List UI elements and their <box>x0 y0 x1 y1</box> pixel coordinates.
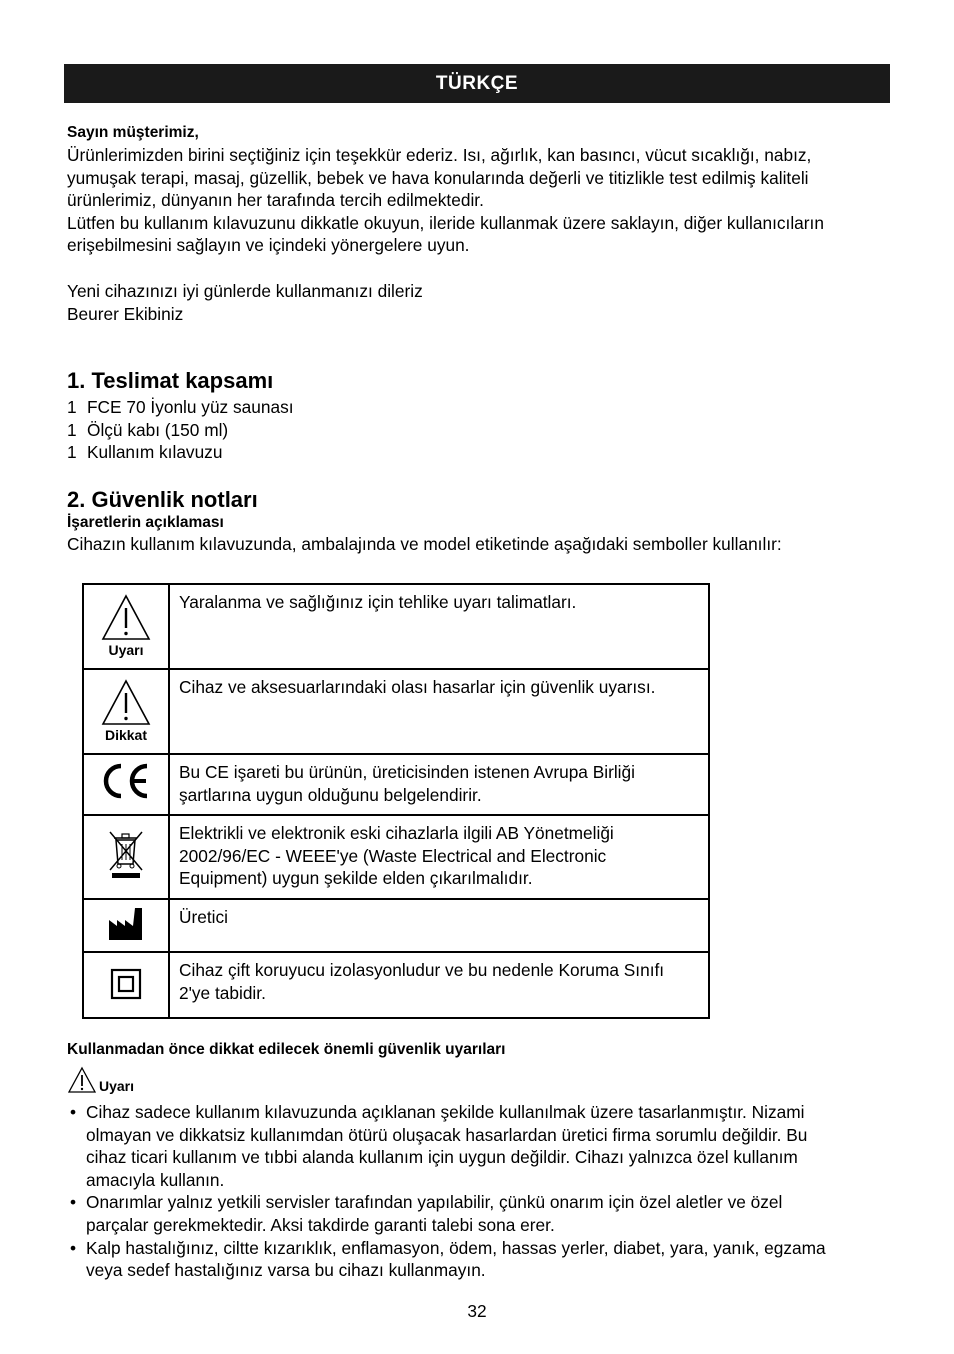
table-row <box>83 669 709 754</box>
symbol-description: Elektrikli ve elektronik eski cihazlarla ilgili AB Yönetmeliği 2002/96/EC - WEEE'ye (Waste Electrical and Electronic Equipment) uygun şekilde elden çıkarılmalıdır. <box>169 815 709 899</box>
signature-text: Beurer Ekibiniz <box>67 303 184 324</box>
manufacturer-icon <box>107 906 145 942</box>
warning-label: Uyarı <box>99 1078 135 1094</box>
list-item: • Cihaz sadece kullanım kılavuzunda açıklanan şekilde kullanılmak üzere tasarlanmıştır. Nizami olmayan ve dikkatsiz kullanımdan ötürü oluşacak hasarlardan üretici firma sorumlu değildir. Bu cihaz ticari kullanım ve tıbbi alanda kullanım için uygun değildir. Cihazı yalnızca özel kullanım amacıyla kullanın. <box>70 1102 808 1190</box>
warning-triangle-icon <box>101 593 151 641</box>
closing-text: Yeni cihazınızı iyi günlerde kullanmanızı dileriz <box>67 281 423 301</box>
list-item: 1 Kullanım kılavuzu <box>67 442 223 463</box>
bullet-marker: • <box>70 1192 77 1213</box>
symbol-label: Uyarı <box>108 642 144 658</box>
language-title: TÜRKÇE <box>435 72 519 94</box>
bullet-marker: • <box>70 1102 77 1122</box>
intro-section <box>67 122 887 257</box>
symbol-description: Bu CE işareti bu ürünün, üreticisinden istenen Avrupa Birliği şartlarına uygun olduğunu belgelendirir. <box>169 754 709 815</box>
intro-line: yumuşak terapi, masaj, güzellik, bebek ve hava konularında değerli ve titizlikle test edilmiş kaliteli <box>67 167 809 188</box>
symbol-cell <box>83 899 169 952</box>
symbols-table <box>82 583 710 1019</box>
symbol-cell <box>83 815 169 899</box>
ce-mark-icon <box>101 762 151 800</box>
important-notes-title: Kullanmadan önce dikkat edilecek önemli güvenlik uyarıları <box>67 1041 506 1058</box>
warning-heading <box>67 1066 887 1094</box>
symbol-description: Üretici <box>169 899 709 952</box>
bullet-marker: • <box>70 1237 77 1258</box>
table-row <box>83 899 709 952</box>
language-header <box>64 64 890 103</box>
page-number: 32 <box>467 1301 487 1321</box>
symbols-subtitle: İşaretlerin açıklaması <box>67 514 224 531</box>
table-row <box>83 754 709 815</box>
symbol-cell <box>83 754 169 815</box>
symbols-intro: Cihazın kullanım kılavuzunda, ambalajında ve model etiketinde aşağıdaki semboller kullanılır: <box>67 534 782 554</box>
intro-line: ürünlerimiz, dünyanın her tarafında tercih edilmektedir. <box>67 190 484 211</box>
intro-line: erişebilmesini sağlayın ve içindeki yönergelere uyun. <box>67 235 470 256</box>
list-item: • Kalp hastalığınız, ciltte kızarıklık, enflamasyon, ödem, hassas yerler, diabet, yara, yanık, egzama veya sedef hastalığınız varsa bu cihazı kullanmayın. <box>70 1237 826 1281</box>
symbol-description: Cihaz ve aksesuarlarındaki olası hasarlar için güvenlik uyarısı. <box>169 669 709 754</box>
delivery-list <box>67 396 887 464</box>
table-row <box>83 584 709 669</box>
intro-line: Lütfen bu kullanım kılavuzunu dikkatle okuyun, ileride kullanmak üzere saklayın, diğer kullanıcıların <box>67 212 824 233</box>
weee-bin-icon <box>106 828 146 880</box>
symbol-cell <box>83 952 169 1018</box>
caution-triangle-icon <box>101 678 151 726</box>
table-row <box>83 815 709 899</box>
symbol-description: Cihaz çift koruyucu izolasyonludur ve bu nedenle Koruma Sınıfı 2'ye tabidir. <box>169 952 709 1018</box>
warning-triangle-icon <box>67 1066 97 1094</box>
greeting: Sayın müşterimiz, <box>67 124 199 141</box>
list-item: • Onarımlar yalnız yetkili servisler tarafından yapılabilir, çünkü onarım için özel aletler ve özel parçalar gerekmektedir. Aksi takdirde garanti talebi sona erer. <box>70 1192 783 1235</box>
symbol-label: Dikkat <box>104 727 148 743</box>
delivery-section <box>67 368 887 464</box>
important-notes-section <box>67 1039 887 1062</box>
intro-line: Ürünlerimizden birini seçtiğiniz için teşekkür ederiz. Isı, ağırlık, kan basıncı, vücut sıcaklığı, nabız, <box>67 145 812 165</box>
table-row <box>83 952 709 1018</box>
symbol-cell <box>83 669 169 754</box>
safety-section <box>67 487 887 556</box>
section-2-title: 2. Güvenlik notları <box>67 487 258 512</box>
warning-bullets <box>67 1101 887 1282</box>
section-1-title: 1. Teslimat kapsamı <box>67 368 274 393</box>
list-item: 1 FCE 70 İyonlu yüz saunası <box>67 397 294 417</box>
class2-insulation-icon <box>110 968 142 1000</box>
list-item: 1 Ölçü kabı (150 ml) <box>67 419 229 440</box>
symbol-description: Yaralanma ve sağlığınız için tehlike uyarı talimatları. <box>169 584 709 669</box>
symbol-cell <box>83 584 169 669</box>
closing-section <box>67 280 887 325</box>
